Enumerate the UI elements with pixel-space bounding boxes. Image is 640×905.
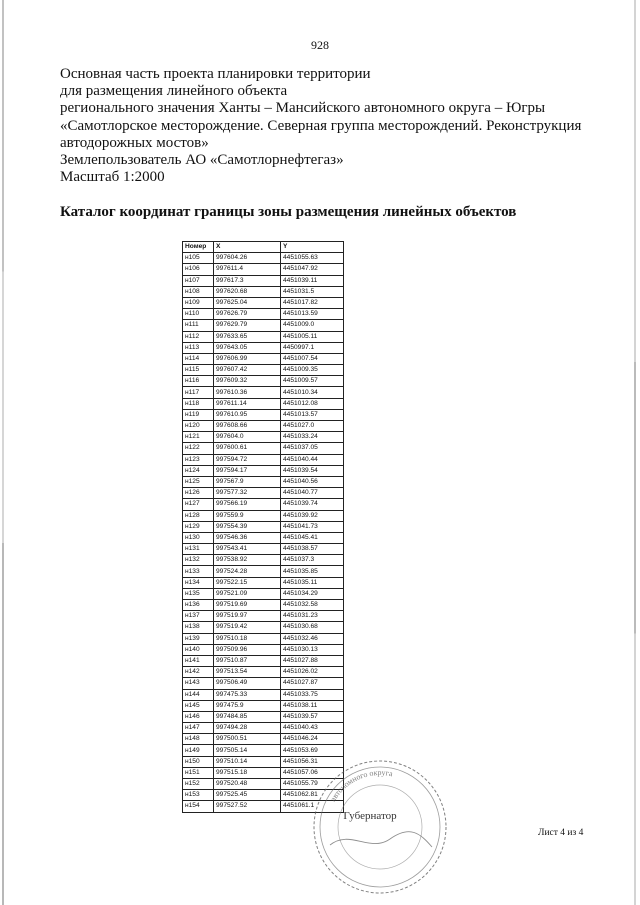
cell-y: 4451038.11 [281,700,344,711]
table-header-row [183,242,344,253]
table-row [183,275,344,286]
header-line: регионального значения Ханты – Мансийского автономного округа – Югры [60,100,546,117]
cell-y: 4451046.24 [281,734,344,745]
cell-number: н108 [183,286,214,297]
cell-y: 4451017.82 [281,297,344,308]
cell-x: 997505.14 [214,745,281,756]
cell-number: н145 [183,700,214,711]
header-line: Масштаб 1:2000 [60,169,165,186]
cell-number: н134 [183,577,214,588]
cell-x: 997513.54 [214,667,281,678]
cell-x: 997494.28 [214,723,281,734]
cell-y: 4451031.23 [281,611,344,622]
table-row [183,600,344,611]
cell-number: н135 [183,588,214,599]
cell-x: 997509.96 [214,644,281,655]
column-header-number: Номер [183,242,214,253]
cell-y: 4451012.08 [281,398,344,409]
cell-number: н109 [183,297,214,308]
table-row [183,398,344,409]
cell-number: н136 [183,600,214,611]
cell-number: н120 [183,421,214,432]
cell-x: 997594.17 [214,465,281,476]
cell-x: 997527.52 [214,801,281,812]
table-row [183,320,344,331]
table-row [183,521,344,532]
cell-number: н125 [183,476,214,487]
table-row [183,555,344,566]
cell-y: 4451032.58 [281,600,344,611]
cell-y: 4451037.05 [281,443,344,454]
cell-y: 4451026.02 [281,667,344,678]
cell-number: н117 [183,387,214,398]
cell-x: 997475.33 [214,689,281,700]
cell-y: 4451053.69 [281,745,344,756]
table-row [183,253,344,264]
cell-x: 997519.42 [214,622,281,633]
sheet-label: Лист 4 из 4 [538,828,584,838]
catalog-title: Каталог координат границы зоны размещения линейных объектов [60,204,517,220]
cell-y: 4451007.54 [281,353,344,364]
cell-x: 997506.49 [214,678,281,689]
cell-x: 997609.32 [214,376,281,387]
cell-x: 997546.36 [214,532,281,543]
official-seal-stamp [310,757,450,897]
cell-number: н124 [183,465,214,476]
table-row [183,711,344,722]
cell-y: 4451040.44 [281,454,344,465]
cell-number: н111 [183,320,214,331]
cell-x: 997610.36 [214,387,281,398]
table-row [183,689,344,700]
cell-x: 997620.68 [214,286,281,297]
cell-x: 997607.42 [214,365,281,376]
cell-x: 997577.32 [214,488,281,499]
cell-x: 997515.18 [214,767,281,778]
cell-x: 997610.95 [214,409,281,420]
table-row [183,409,344,420]
cell-x: 997522.15 [214,577,281,588]
table-row [183,633,344,644]
table-row [183,264,344,275]
cell-number: н133 [183,566,214,577]
cell-y: 4451039.11 [281,275,344,286]
cell-number: н123 [183,454,214,465]
cell-number: н141 [183,655,214,666]
table-row [183,544,344,555]
cell-y: 4451040.43 [281,723,344,734]
column-header-x: X [214,242,281,253]
cell-number: н122 [183,443,214,454]
cell-x: 997519.97 [214,611,281,622]
scan-edge-right [634,0,636,905]
table-row [183,700,344,711]
header-line: автодорожных мостов» [60,134,209,151]
cell-x: 997510.87 [214,655,281,666]
cell-number: н131 [183,544,214,555]
cell-y: 4451039.57 [281,711,344,722]
cell-y: 4451037.3 [281,555,344,566]
cell-x: 997554.39 [214,521,281,532]
cell-y: 4451039.92 [281,510,344,521]
table-row [183,588,344,599]
table-row [183,622,344,633]
table-row [183,678,344,689]
cell-x: 997566.19 [214,499,281,510]
cell-x: 997604.26 [214,253,281,264]
cell-y: 4451061.1 [281,801,344,812]
header-line: для размещения линейного объекта [60,83,288,100]
cell-y: 4451027.0 [281,421,344,432]
signature-stroke [330,832,432,847]
table-row [183,510,344,521]
table-row [183,667,344,678]
table-row [183,723,344,734]
table-body [183,253,344,812]
cell-y: 4451062.81 [281,790,344,801]
cell-x: 997524.28 [214,566,281,577]
cell-y: 4451005.11 [281,331,344,342]
cell-x: 997606.99 [214,353,281,364]
cell-y: 4451039.54 [281,465,344,476]
table-row [183,655,344,666]
cell-number: н106 [183,264,214,275]
cell-number: н139 [183,633,214,644]
cell-number: н146 [183,711,214,722]
table-row [183,499,344,510]
table-row [183,488,344,499]
table-row [183,421,344,432]
cell-y: 4451038.57 [281,544,344,555]
cell-y: 4451033.24 [281,432,344,443]
header-line: Землепользователь АО «Самотлорнефтегаз» [60,152,344,169]
scan-edge-left [2,0,4,905]
table-row [183,611,344,622]
cell-x: 997617.3 [214,275,281,286]
cell-number: н140 [183,644,214,655]
page-number: 928 [311,38,329,52]
cell-number: н119 [183,409,214,420]
document-header [60,66,620,186]
cell-y: 4451009.35 [281,365,344,376]
cell-number: н153 [183,790,214,801]
table-row [183,577,344,588]
table-row [183,476,344,487]
cell-y: 4451057.06 [281,767,344,778]
cell-y: 4451013.57 [281,409,344,420]
cell-number: н152 [183,779,214,790]
cell-number: н149 [183,745,214,756]
header-line: «Самотлорское месторождение. Северная группа месторождений. Реконструкция [60,117,582,134]
cell-y: 4451035.85 [281,566,344,577]
cell-y: 4451055.63 [281,253,344,264]
stamp-ring-text: автономного округа [328,767,394,803]
cell-x: 997521.09 [214,588,281,599]
cell-x: 997519.69 [214,600,281,611]
cell-x: 997538.92 [214,555,281,566]
cell-y: 4451041.73 [281,521,344,532]
cell-y: 4451013.59 [281,309,344,320]
cell-x: 997625.04 [214,297,281,308]
cell-number: н121 [183,432,214,443]
cell-number: н138 [183,622,214,633]
stamp-center-text: Губернатор [343,810,397,822]
cell-y: 4451031.5 [281,286,344,297]
cell-y: 4451040.77 [281,488,344,499]
table-row [183,745,344,756]
cell-y: 4451027.87 [281,678,344,689]
cell-number: н126 [183,488,214,499]
cell-y: 4450997.1 [281,342,344,353]
table-row [183,387,344,398]
cell-x: 997510.14 [214,756,281,767]
header-line: Основная часть проекта планировки территории [60,66,371,82]
cell-x: 997633.65 [214,331,281,342]
cell-number: н127 [183,499,214,510]
cell-x: 997611.4 [214,264,281,275]
cell-number: н113 [183,342,214,353]
cell-y: 4451009.0 [281,320,344,331]
cell-y: 4451056.31 [281,756,344,767]
cell-number: н154 [183,801,214,812]
cell-number: н130 [183,532,214,543]
cell-x: 997484.85 [214,711,281,722]
cell-x: 997510.18 [214,633,281,644]
table-row [183,532,344,543]
cell-y: 4451033.75 [281,689,344,700]
column-header-y: Y [281,242,344,253]
cell-x: 997626.79 [214,309,281,320]
cell-y: 4451030.13 [281,644,344,655]
table-row [183,342,344,353]
cell-x: 997643.05 [214,342,281,353]
table-row [183,286,344,297]
cell-number: н112 [183,331,214,342]
cell-x: 997543.41 [214,544,281,555]
cell-number: н114 [183,353,214,364]
cell-number: н115 [183,365,214,376]
table-row [183,432,344,443]
table-row [183,454,344,465]
table-row [183,331,344,342]
cell-y: 4451009.57 [281,376,344,387]
cell-x: 997500.51 [214,734,281,745]
cell-y: 4451030.68 [281,622,344,633]
table-row [183,376,344,387]
cell-x: 997608.66 [214,421,281,432]
table-row [183,297,344,308]
cell-number: н110 [183,309,214,320]
table-row [183,309,344,320]
cell-number: н129 [183,521,214,532]
coordinates-table [182,241,344,813]
cell-y: 4451045.41 [281,532,344,543]
cell-number: н116 [183,376,214,387]
cell-x: 997594.72 [214,454,281,465]
cell-x: 997475.9 [214,700,281,711]
cell-y: 4451010.34 [281,387,344,398]
cell-number: н142 [183,667,214,678]
cell-number: н147 [183,723,214,734]
table-row [183,365,344,376]
cell-y: 4451055.79 [281,779,344,790]
cell-number: н143 [183,678,214,689]
cell-x: 997520.48 [214,779,281,790]
cell-y: 4451035.11 [281,577,344,588]
table-row [183,353,344,364]
table-row [183,734,344,745]
cell-y: 4451040.56 [281,476,344,487]
cell-x: 997629.79 [214,320,281,331]
cell-y: 4451039.74 [281,499,344,510]
table-row [183,443,344,454]
cell-number: н150 [183,756,214,767]
cell-number: н151 [183,767,214,778]
cell-number: н132 [183,555,214,566]
cell-number: н137 [183,611,214,622]
cell-number: н107 [183,275,214,286]
table-row [183,644,344,655]
cell-x: 997559.9 [214,510,281,521]
cell-y: 4451047.92 [281,264,344,275]
cell-number: н144 [183,689,214,700]
cell-y: 4451027.88 [281,655,344,666]
table-row [183,465,344,476]
cell-y: 4451034.29 [281,588,344,599]
cell-number: н118 [183,398,214,409]
cell-x: 997604.0 [214,432,281,443]
cell-x: 997600.61 [214,443,281,454]
cell-y: 4451032.46 [281,633,344,644]
cell-x: 997567.9 [214,476,281,487]
cell-number: н105 [183,253,214,264]
cell-number: н128 [183,510,214,521]
cell-x: 997525.45 [214,790,281,801]
table-row [183,566,344,577]
cell-x: 997611.14 [214,398,281,409]
cell-number: н148 [183,734,214,745]
